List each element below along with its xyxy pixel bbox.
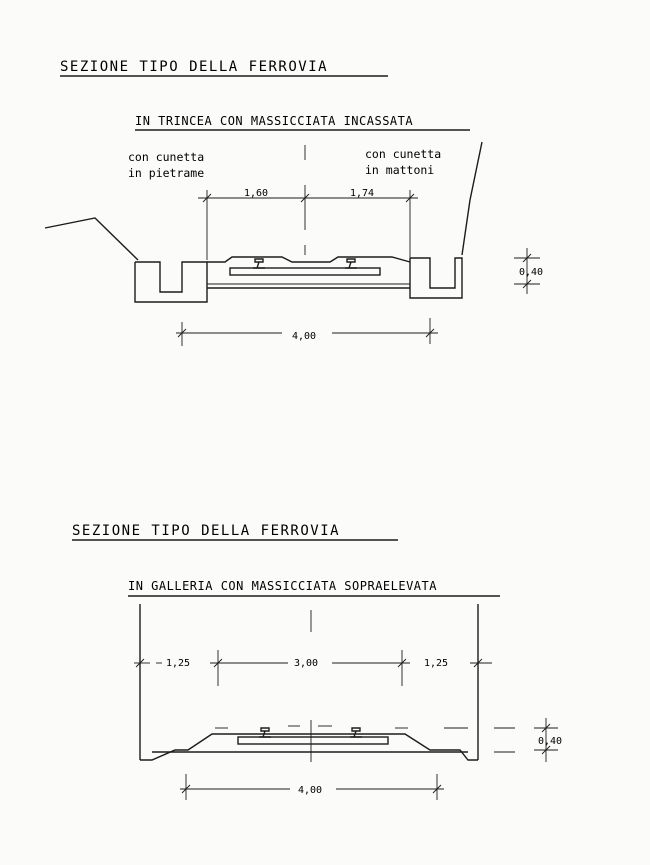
section1-title: SEZIONE TIPO DELLA FERROVIA: [60, 59, 329, 75]
section1-right-note-line2: in mattoni: [365, 163, 435, 177]
section1-right-slope: [462, 142, 482, 255]
section2-title: SEZIONE TIPO DELLA FERROVIA: [72, 523, 341, 539]
section2-dim-left: 1,25: [166, 658, 191, 669]
section1-dim-width: 4,00: [292, 331, 317, 342]
section2-dim-width: 4,00: [298, 785, 323, 796]
section1-right-gutter: [410, 258, 462, 298]
section1-top-dimension: [198, 190, 418, 260]
section1-ballast-top: [207, 257, 410, 262]
section1-dim-height: 0,40: [519, 267, 544, 278]
section2-rail-right: [350, 728, 362, 737]
section1-left-note-line2: in pietrame: [128, 166, 205, 180]
section1-rail-right: [345, 259, 357, 268]
section2-dim-center: 3,00: [294, 658, 319, 669]
section2-rail-left: [259, 728, 271, 737]
section2-dim-right: 1,25: [424, 658, 449, 669]
section-tunnel: [72, 523, 562, 800]
section1-subtitle: IN TRINCEA CON MASSICCIATA INCASSATA: [135, 114, 414, 128]
section1-sleeper: [230, 268, 380, 275]
section1-right-note-line1: con cunetta: [365, 147, 442, 161]
section2-sleeper: [238, 737, 388, 744]
section1-rail-left: [253, 259, 265, 268]
section2-subtitle: IN GALLERIA CON MASSICCIATA SOPRAELEVATA: [128, 579, 437, 593]
section2-clearance-marks: [215, 726, 515, 752]
section1-left-slope: [45, 218, 138, 260]
section-trench: [45, 59, 543, 346]
section1-dim-left: 1,60: [244, 188, 269, 199]
section2-dim-height: 0,40: [538, 736, 563, 747]
section1-dim-right: 1,74: [350, 188, 375, 199]
section1-left-note-line1: con cunetta: [128, 150, 205, 164]
section2-ballast: [140, 734, 478, 760]
section1-left-gutter: [135, 262, 207, 302]
